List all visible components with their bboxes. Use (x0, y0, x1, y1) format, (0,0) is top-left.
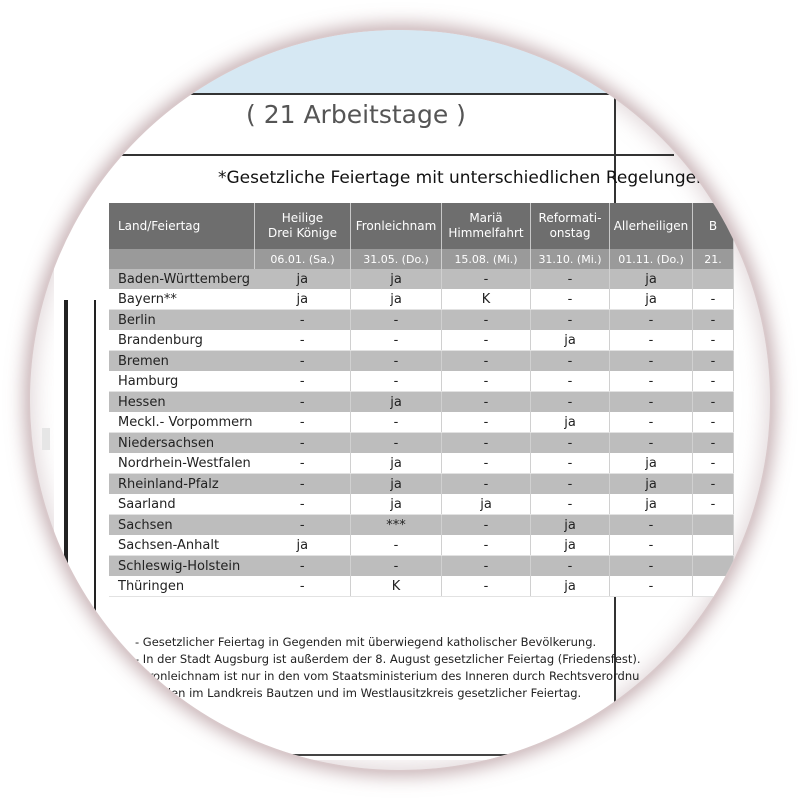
cell-value: - (255, 576, 351, 597)
column-header-reformationstag (531, 203, 610, 249)
cell-value: - (531, 269, 610, 289)
cell-value: - (442, 269, 531, 289)
column-header-cut-off (693, 203, 734, 249)
cell-land: Berlin (109, 310, 255, 331)
table-date-row (109, 249, 734, 269)
workdays-label: ( 21 Arbeitstage ) (246, 100, 466, 129)
cell-value: - (610, 535, 693, 556)
cell-land: Sachsen-Anhalt (109, 535, 255, 556)
holiday-table (109, 203, 734, 597)
cell-value: - (531, 289, 610, 310)
date-cell: 06.01. (Sa.) (255, 249, 351, 269)
cell-value: - (442, 392, 531, 413)
cell-value: - (531, 392, 610, 413)
cell-value: - (693, 474, 734, 495)
cell-value: - (255, 330, 351, 351)
cell-value: - (693, 371, 734, 392)
table-row (109, 453, 734, 474)
cell-value: - (693, 392, 734, 413)
cell-value: - (255, 371, 351, 392)
column-header-land (109, 203, 255, 249)
cell-value (693, 269, 734, 289)
cell-value: - (610, 351, 693, 372)
cell-value: - (442, 515, 531, 536)
cell-value: ja (531, 412, 610, 433)
footnote-text: meinden im Landkreis Bautzen und im Westlausitzkreis gesetzlicher Feiertag. (135, 686, 582, 700)
cell-value: - (531, 433, 610, 454)
table-row (109, 392, 734, 413)
footnote (109, 651, 641, 668)
cell-value: - (693, 330, 734, 351)
cell-value: ja (531, 576, 610, 597)
cell-land: Hamburg (109, 371, 255, 392)
table-row (109, 494, 734, 515)
cell-value: ja (442, 494, 531, 515)
date-cell: 15.08. (Mi.) (442, 249, 531, 269)
cell-value: ja (610, 474, 693, 495)
footnote (109, 634, 641, 651)
cell-value: - (442, 371, 531, 392)
section-divider (54, 154, 674, 156)
cell-land: Schleswig-Holstein (109, 556, 255, 577)
date-cell: 31.05. (Do.) (351, 249, 442, 269)
cell-value: *** (351, 515, 442, 536)
cell-value: - (255, 494, 351, 515)
cell-land: Meckl.- Vorpommern (109, 412, 255, 433)
cell-value: - (610, 576, 693, 597)
table-row (109, 556, 734, 577)
cell-value: - (442, 310, 531, 331)
cell-value: - (531, 474, 610, 495)
table-body (109, 269, 734, 597)
cell-land: Brandenburg (109, 330, 255, 351)
cell-value: - (693, 310, 734, 331)
cell-value: - (693, 289, 734, 310)
page-title: *Gesetzliche Feiertage mit unterschiedlichen Regelungen (218, 168, 707, 188)
cell-land: Niedersachsen (109, 433, 255, 454)
table-row (109, 330, 734, 351)
cell-value: ja (255, 535, 351, 556)
cell-land: Rheinland-Pfalz (109, 474, 255, 495)
footnote-text: - Fronleichnam ist nur in den vom Staatsministerium des Inneren durch Rechtsverordnu (135, 669, 640, 683)
cell-land: Bayern** (109, 289, 255, 310)
column-header-label: Mariä (469, 211, 503, 225)
table-row (109, 433, 734, 454)
cell-value: - (610, 330, 693, 351)
column-header-fronleichnam (351, 203, 442, 249)
cell-land: Thüringen (109, 576, 255, 597)
cell-value: - (351, 351, 442, 372)
date-cell: 01.11. (Do.) (610, 249, 693, 269)
cell-value: - (442, 474, 531, 495)
cell-value: - (255, 453, 351, 474)
column-header-label: Drei Könige (268, 226, 337, 240)
table-row (109, 310, 734, 331)
date-cell: 21. (693, 249, 734, 269)
table-row (109, 474, 734, 495)
column-header-label: Land/Feiertag (118, 218, 201, 233)
bottom-divider (30, 754, 770, 756)
cell-value: - (351, 433, 442, 454)
cell-value (693, 576, 734, 597)
cell-value: - (255, 515, 351, 536)
cell-land: Hessen (109, 392, 255, 413)
cell-value: - (442, 535, 531, 556)
cell-value: - (255, 392, 351, 413)
cell-value: - (531, 453, 610, 474)
cell-value: - (610, 310, 693, 331)
cell-value: - (610, 433, 693, 454)
column-header-label: Heilige (281, 211, 324, 225)
footnotes (109, 634, 641, 702)
footnote-text: - Gesetzlicher Feiertag in Gegenden mit überwiegend katholischer Bevölkerung. (135, 635, 597, 649)
column-header-mariae-himmelfahrt (442, 203, 531, 249)
table-row (109, 576, 734, 597)
cell-value: - (255, 412, 351, 433)
cell-value: - (442, 556, 531, 577)
cell-value: - (610, 515, 693, 536)
column-header-label: Allerheiligen (613, 218, 689, 233)
column-header-label: Fronleichnam (355, 218, 437, 233)
cell-value: - (531, 371, 610, 392)
cell-value: ja (610, 289, 693, 310)
footnote (109, 668, 641, 685)
footnote-mark: K (109, 635, 117, 649)
cell-value: - (351, 556, 442, 577)
cell-value: - (255, 474, 351, 495)
column-header-label: B (708, 218, 718, 233)
cell-value: ja (255, 289, 351, 310)
column-header-label: onstag (549, 226, 591, 240)
cell-value: - (610, 412, 693, 433)
cell-value: - (442, 330, 531, 351)
footnote (109, 685, 641, 702)
cell-land: Sachsen (109, 515, 255, 536)
cell-land: Saarland (109, 494, 255, 515)
cell-value: - (610, 392, 693, 413)
cell-value: ja (351, 289, 442, 310)
cell-value: - (351, 371, 442, 392)
table-row (109, 371, 734, 392)
cell-value: - (693, 412, 734, 433)
cell-value: ja (351, 494, 442, 515)
cell-value: - (442, 453, 531, 474)
column-header-heilige-drei-koenige (255, 203, 351, 249)
table-row (109, 412, 734, 433)
cell-land: Baden-Württemberg (109, 269, 255, 289)
cell-value: ja (610, 494, 693, 515)
table-row (109, 515, 734, 536)
cell-value: ja (351, 453, 442, 474)
date-cell: 31.10. (Mi.) (531, 249, 610, 269)
cell-value: - (255, 556, 351, 577)
cell-value: - (442, 433, 531, 454)
margin-rule-inner (94, 300, 96, 670)
column-header-label: Himmelfahrt (448, 226, 524, 240)
cell-value: ja (351, 269, 442, 289)
margin-rule (64, 300, 68, 720)
table-row (109, 535, 734, 556)
table-row (109, 269, 734, 289)
cell-value: - (442, 412, 531, 433)
date-cell (109, 249, 255, 269)
cell-value: - (351, 330, 442, 351)
cell-value: K (442, 289, 531, 310)
column-header-allerheiligen (610, 203, 693, 249)
cell-value: - (442, 576, 531, 597)
footnote-text: - In der Stadt Augsburg ist außerdem der 8. August gesetzlicher Feiertag (Friedensfest). (135, 652, 641, 666)
cell-land: Bremen (109, 351, 255, 372)
cell-value: ja (610, 453, 693, 474)
cell-land: Nordrhein-Westfalen (109, 453, 255, 474)
cell-value (693, 535, 734, 556)
edge-mark (42, 428, 50, 450)
background-sky (30, 30, 770, 95)
cell-value (693, 556, 734, 577)
cell-value: - (442, 351, 531, 372)
cell-value: - (255, 351, 351, 372)
table-header-row (109, 203, 734, 249)
cell-value: ja (610, 269, 693, 289)
cell-value: - (610, 371, 693, 392)
cell-value: ja (351, 392, 442, 413)
cell-value: ja (255, 269, 351, 289)
cell-value: - (531, 556, 610, 577)
cell-value: - (693, 351, 734, 372)
cell-value: - (693, 433, 734, 454)
cell-value: ja (531, 535, 610, 556)
cell-value: - (693, 453, 734, 474)
cell-value: - (351, 412, 442, 433)
cell-value: K (351, 576, 442, 597)
cell-value: - (531, 351, 610, 372)
cell-value: - (531, 310, 610, 331)
cell-value: - (255, 433, 351, 454)
magnifier-lens (30, 30, 770, 770)
table-row (109, 351, 734, 372)
cell-value: - (351, 310, 442, 331)
cell-value: - (351, 535, 442, 556)
table-row (109, 289, 734, 310)
cell-value: - (610, 556, 693, 577)
cell-value: ja (351, 474, 442, 495)
cell-value: ja (531, 515, 610, 536)
cell-value: - (693, 494, 734, 515)
cell-value: - (255, 310, 351, 331)
column-header-label: Reformati- (538, 211, 602, 225)
cell-value: ja (531, 330, 610, 351)
cell-value (693, 515, 734, 536)
cell-value: - (531, 494, 610, 515)
